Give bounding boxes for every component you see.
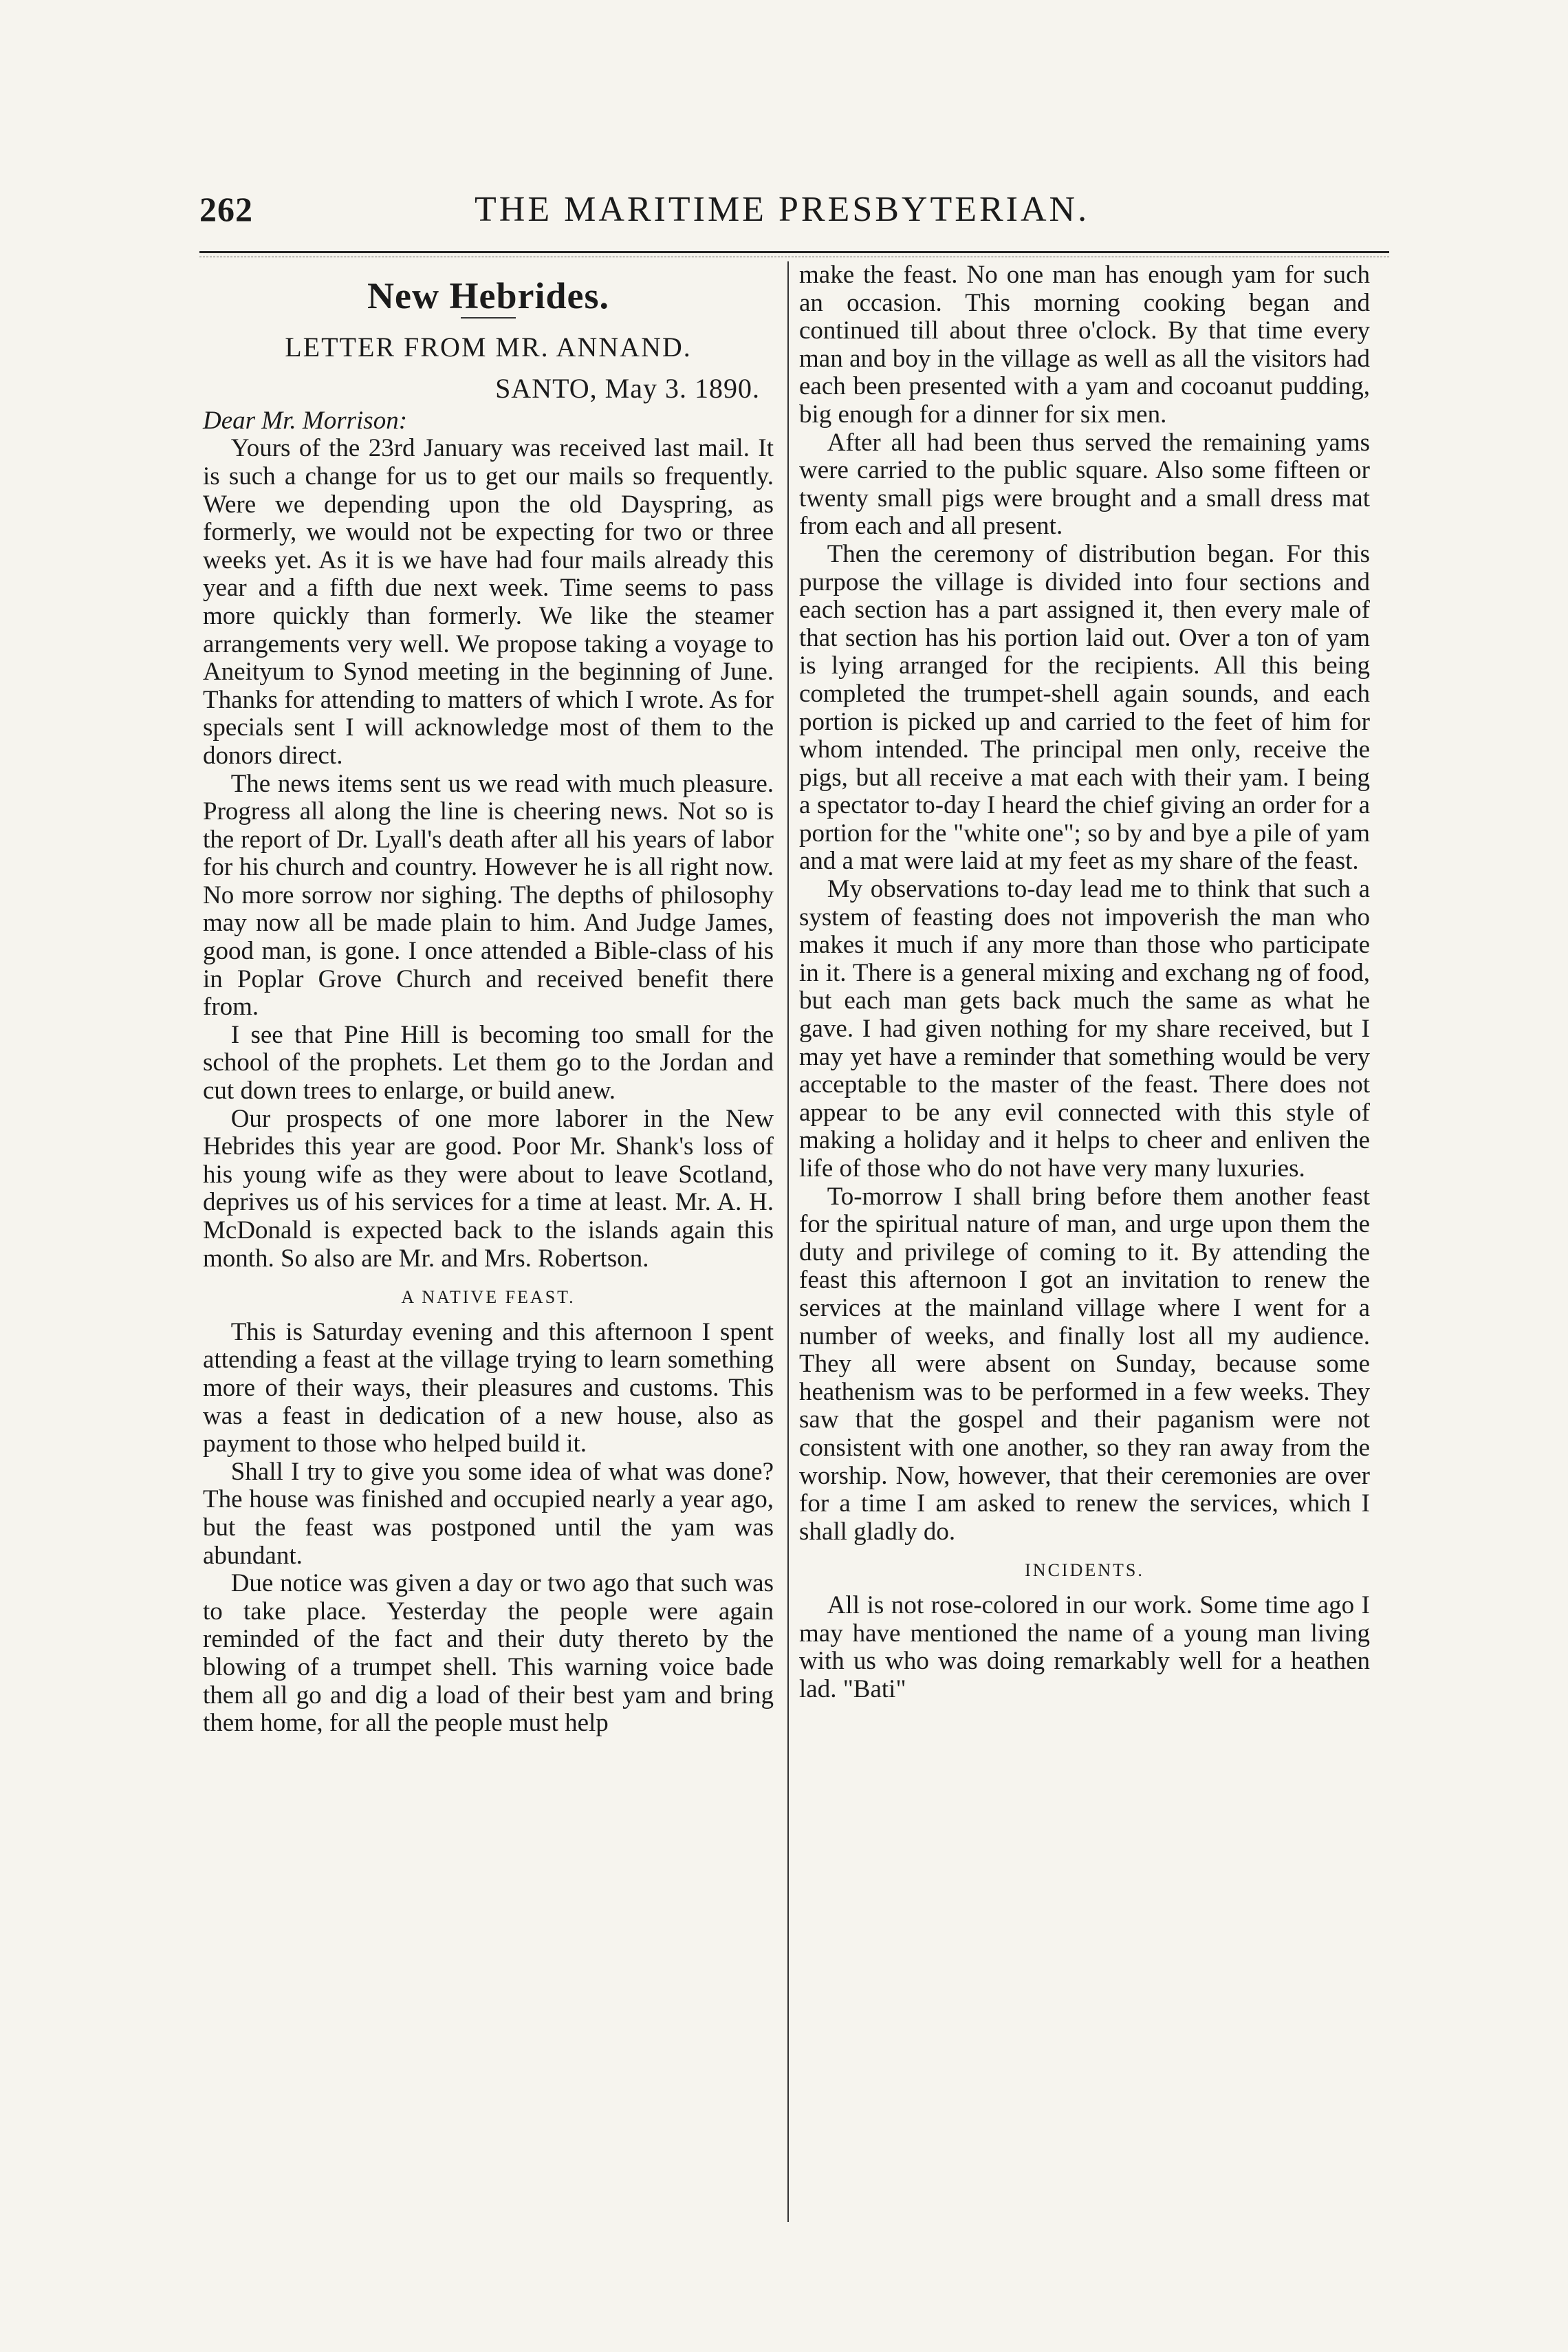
paragraph: Our prospects of one more laborer in the New Hebrides this year are good. Poor Mr. Shank's loss of his young wife as they were about to leave Scotland, deprives us of his services for a time at least. Mr. A. H. McDonald is expected back to the islands again this month. So also are Mr. and Mrs. Robertson.	[203, 1104, 774, 1273]
page-number: 262	[199, 190, 253, 228]
paragraph: Shall I try to give you some idea of what was done? The house was finished and occupied nearly a year ago, but the feast was postponed until the yam was abundant.	[203, 1457, 774, 1570]
paragraph: This is Saturday evening and this afternoon I spent attending a feast at the village trying to learn something more of their ways, their pleasures and customs. This was a feast in dedication of a new house, also as payment to those who helped build it.	[203, 1317, 774, 1458]
subhead-incidents: INCIDENTS.	[1025, 1560, 1144, 1581]
left-column	[203, 261, 774, 1738]
title-rule	[461, 317, 516, 319]
paragraph: I see that Pine Hill is becoming too small for the school of the prophets. Let them go to the Jordan and cut down trees to enlarge, or build anew.	[203, 1020, 774, 1105]
paragraph: Due notice was given a day or two ago that such was to take place. Yesterday the people were again reminded of the fact and their duty thereto by the blowing of a trumpet shell. This warning voice bade them all go and dig a load of their best yam and bring them home, for all the people must help	[203, 1569, 774, 1738]
paragraph: To-morrow I shall bring before them another feast for the spiritual nature of man, and urge upon them the duty and privilege of coming to it. By attending the feast this afternoon I got an invitation to renew the services at the mainland village where I went for a number of weeks, and finally lost all my audience. They all were absent on Sunday, because some heathenism was to be performed in a few weeks. They saw that the gospel and their paganism were not consistent with one another, so they ran away from the worship. Now, however, that their ceremonies are over for a time I am asked to renew the services, which I shall gladly do.	[799, 1182, 1370, 1546]
salutation: Dear Mr. Morrison:	[203, 406, 408, 435]
column-divider	[787, 261, 789, 2222]
right-column	[799, 261, 1370, 1703]
dateline: SANTO, May 3. 1890.	[495, 373, 760, 404]
paragraph: The news items sent us we read with much pleasure. Progress all along the line is cheering news. Not so is the report of Dr. Lyall's death after all his years of labor for his church and country. However he is all right now. No more sorrow nor sighing. The depths of philosophy may now all be made plain to him. And Judge James, good man, is gone. I once attended a Bible-class of his in Poplar Grove Church and received benefit there from.	[203, 769, 774, 1022]
subhead-native-feast: A NATIVE FEAST.	[401, 1287, 576, 1308]
header-rule	[199, 251, 1389, 253]
paragraph: After all had been thus served the remaining yams were carried to the public square. Also some fifteen or twenty small pigs were brought and a small dress mat from each and all present.	[799, 428, 1370, 541]
paragraph: make the feast. No one man has enough yam for such an occasion. This morning cooking began and continued till about three o'clock. By that time every man and boy in the village as well as all the visitors had each been presented with a yam and cocoanut pudding, big enough for a dinner for six men.	[799, 261, 1370, 429]
section-title: New Hebrides.	[367, 275, 609, 316]
paragraph: Yours of the 23rd January was received last mail. It is such a change for us to get our mails so frequently. Were we depending upon the old Dayspring, as formerly, we would not be expecting for two or three weeks yet. As it is we have had four mails already this year and a fifth due next week. Time seems to pass more quickly than formerly. We like the steamer arrangements very well. We propose taking a voyage to Aneityum to Synod meeting in the beginning of June. Thanks for attending to matters of which I wrote. As for specials sent I will acknowledge most of them to the donors direct.	[203, 434, 774, 770]
paragraph: All is not rose-colored in our work. Some time ago I may have mentioned the name of a young man living with us who was doing remarkably well for a heathen lad. "Bati"	[799, 1590, 1370, 1703]
letter-title: LETTER FROM MR. ANNAND.	[285, 331, 692, 363]
paragraph: Then the ceremony of distribution began. For this purpose the village is divided into four sections and each section has a part assigned it, then every male of that section has his portion laid out. Over a ton of yam is lying arranged for the recipients. All this being completed the trumpet-shell again sounds, and each portion is picked up and carried to the feet of him for whom intended. The principal men only, receive the pigs, but all receive a mat each with their yam. I being a spectator to-day I heard the chief giving an order for a portion for the "white one"; so by and bye a pile of yam and a mat were laid at my feet as my share of the feast.	[799, 539, 1370, 876]
journal-title: THE MARITIME PRESBYTERIAN.	[475, 190, 1090, 229]
page-header	[199, 189, 1389, 237]
paragraph: My observations to-day lead me to think that such a system of feasting does not impoverish the man who makes it much if any more than those who participate in it. There is a general mixing and exchang ng of food, but each man gets back much the same as what he gave. I had given nothing for my share received, but I may yet have a reminder that something would be very acceptable to the master of the feast. There does not appear to be any evil connected with this style of making a holiday and it helps to cheer and enliven the life of those who do not have very many luxuries.	[799, 875, 1370, 1183]
